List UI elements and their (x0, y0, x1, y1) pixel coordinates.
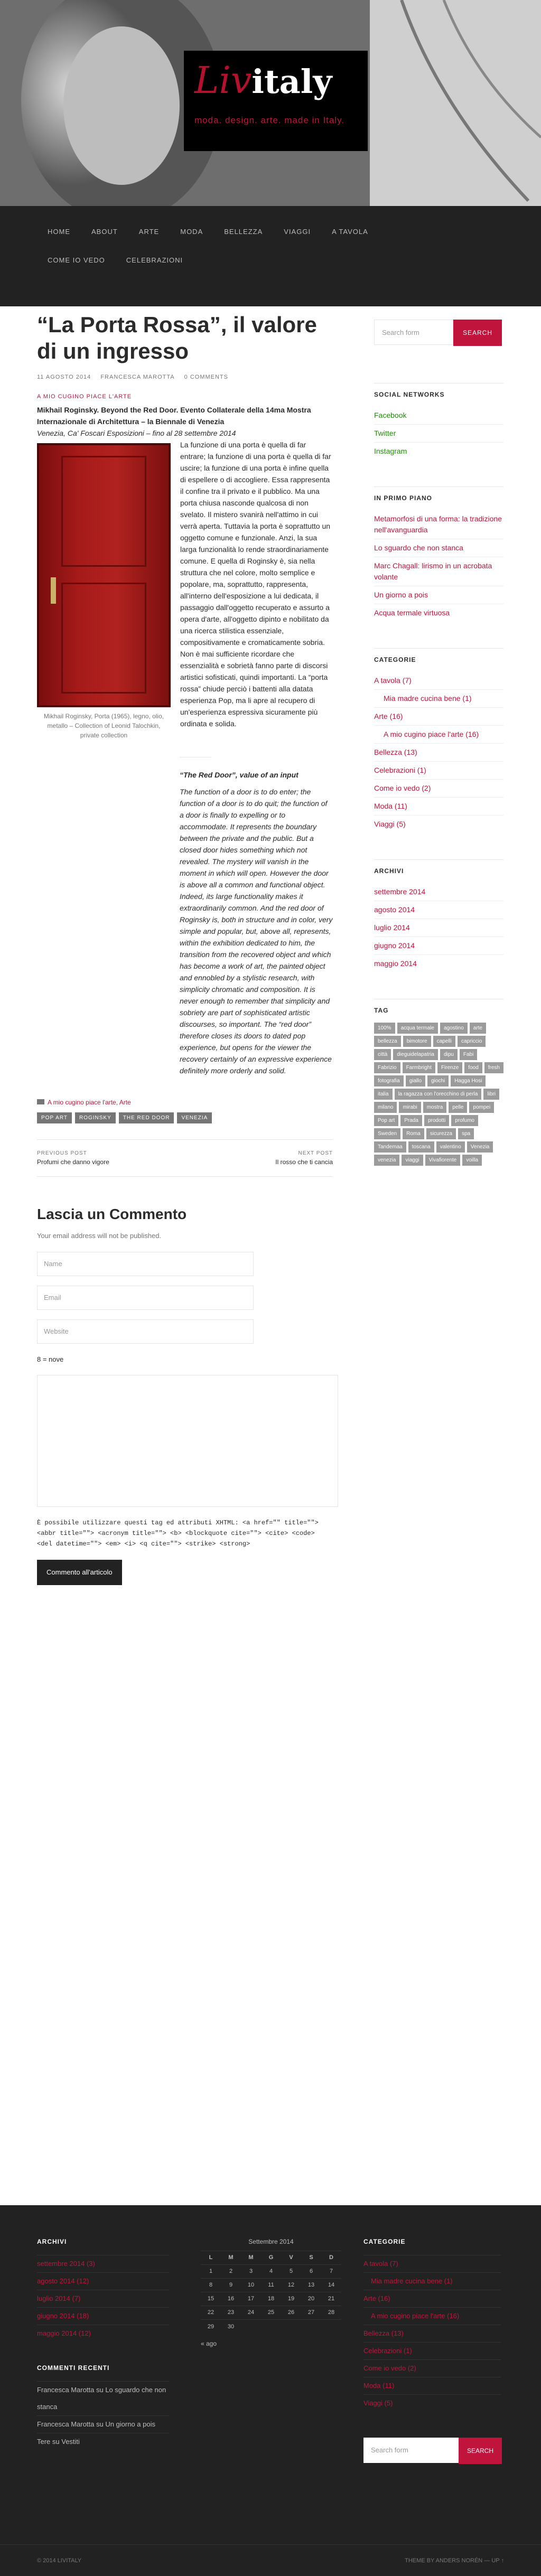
calendar-day: 24 (241, 2306, 261, 2320)
footer-category-link[interactable]: A mio cugino piace l'arte (16) (371, 2312, 460, 2320)
tag-cloud-item[interactable]: giallo (406, 1075, 425, 1086)
calendar-day: 29 (201, 2320, 221, 2334)
recent-comment[interactable]: Francesca Marotta su Lo sguardo che non stanca (37, 2381, 169, 2415)
calendar-day: 7 (321, 2265, 341, 2279)
calendar-day: 30 (221, 2320, 241, 2334)
tag-the-red-door[interactable]: THE RED DOOR (119, 1112, 174, 1123)
tag-pop-art[interactable]: POP ART (37, 1112, 72, 1123)
tag-cloud-item[interactable]: bimotore (403, 1036, 431, 1047)
copyright: © 2014 LIVITALY (37, 2558, 82, 2564)
comment-title: Lascia un Commento (37, 1206, 187, 1222)
sidebar (374, 320, 503, 1197)
logo-liv: Liv (194, 59, 252, 102)
archive-link[interactable]: maggio 2014 (374, 959, 417, 968)
tag-cloud-item[interactable]: toscana (408, 1141, 434, 1153)
category-link[interactable]: Bellezza (13) (374, 748, 417, 756)
tag-cloud-item[interactable]: profumo (451, 1115, 478, 1126)
logo-italy: italy (251, 62, 332, 101)
calendar-day: 17 (241, 2292, 261, 2306)
footer-category-link[interactable]: Arte (16) (363, 2294, 390, 2302)
nav-a-tavola[interactable]: A TAVOLA (332, 228, 368, 236)
calendar-day: 23 (221, 2306, 241, 2320)
header-hero (0, 0, 541, 206)
nav-come-io-vedo[interactable]: COME IO VEDO (48, 256, 105, 264)
footer-category-link[interactable]: Come io vedo (2) (363, 2364, 416, 2372)
tag-cloud-item[interactable]: Venezia (467, 1141, 493, 1153)
footer-category-link[interactable]: Mia madre cucina bene (1) (371, 2277, 453, 2285)
comment-note: Your email address will not be published. (37, 1232, 162, 1240)
primo-link[interactable]: Un giorno a pois (374, 591, 428, 599)
calendar-day: 14 (321, 2279, 341, 2292)
post-date[interactable]: 11 AGOSTO 2014 (37, 374, 91, 380)
tag-cloud-item[interactable]: prodotti (424, 1115, 449, 1126)
footer-category-link[interactable]: Viaggi (5) (363, 2399, 393, 2407)
prev-post-link[interactable]: Profumi che danno vigore (37, 1158, 109, 1166)
category-link[interactable]: Come io vedo (2) (374, 784, 431, 792)
calendar-day: 3 (241, 2265, 261, 2279)
recent-comment[interactable]: Tere su Vestiti (37, 2433, 169, 2450)
tag-cloud-item[interactable]: milano (374, 1102, 397, 1113)
nav-celebrazioni[interactable]: CELEBRAZIONI (126, 256, 183, 264)
archives-list (374, 883, 503, 972)
tag-cloud-item[interactable]: Hagga Hosi (451, 1075, 486, 1086)
nav-bellezza[interactable]: BELLEZZA (224, 228, 263, 236)
social-list (374, 407, 503, 460)
footer-recent-title: COMMENTI RECENTI (37, 2364, 110, 2372)
website-field[interactable]: Website (37, 1319, 254, 1344)
translation-text: The function of a door is to do enter; the function of a door is to do quit; the function of a door is finally to expelling or to accommodate. It represents the boundary between the private and the public. But a closed door hides something which not revealed. The mystery will vanish in the moment in which will open. However the door is above all a common and functional object. Indeed, its large functionality makes it extraordinarily common. And the red door of Roginsky is, both in structure and in color, very simple and popular, but, above all, represents, within the exhibition dedicated to him, the transition from the recovered object and which has become a work of art, the painted object and ennobled by a stylistic research, with simplicity chromatic and composition. It is never enough to remember that simplicity and sobriety are part of sophisticated artistic discourses, so important. The “red door” therefore closes its doors to dated pop experience, but opens for the viewer the recovery certainly of an expressive experience definitely more orderly and solid. (180, 788, 333, 1075)
archives-title: ARCHIVI (374, 859, 503, 876)
tag-cloud-item[interactable]: acqua termale (397, 1023, 438, 1034)
main-content (37, 306, 333, 1585)
social-title: SOCIAL NETWORKS (374, 383, 503, 399)
tag-cloud-item[interactable]: Farmbright (403, 1062, 435, 1073)
sidebar-search (374, 320, 503, 346)
calendar-day (301, 2320, 321, 2334)
footer-search (363, 2438, 502, 2464)
calendar-day: 21 (321, 2292, 341, 2306)
tag-cloud-item[interactable]: la ragazza con l'orecchino di perla (395, 1089, 482, 1100)
footer-category-link[interactable]: Celebrazioni (1) (363, 2347, 412, 2355)
post-tags (37, 1112, 333, 1123)
calendar-weekday: M (221, 2251, 241, 2265)
twitter-link[interactable]: Twitter (374, 429, 396, 437)
english-translation (180, 757, 333, 1076)
footer-archive-link[interactable]: luglio 2014 (7) (37, 2294, 81, 2302)
primo-link[interactable]: Marc Chagall: lirismo in un acrobata volante (374, 561, 492, 581)
categories-list (374, 672, 503, 833)
tag-roginsky[interactable]: ROGINSKY (75, 1112, 116, 1123)
main-nav (0, 206, 541, 306)
tag-cloud-item[interactable]: valentino (436, 1141, 465, 1153)
footer-archives-title: ARCHIVI (37, 2238, 67, 2245)
archive-link[interactable]: settembre 2014 (374, 887, 426, 896)
archive-link[interactable]: giugno 2014 (374, 941, 415, 950)
calendar-day (281, 2320, 301, 2334)
tag-cloud-item[interactable]: città (374, 1049, 391, 1060)
tag-cloud (374, 1023, 503, 1166)
tag-cloud-item[interactable]: Roma (403, 1128, 424, 1139)
tag-cloud-item[interactable]: spa (458, 1128, 474, 1139)
allowed-tags: È possibile utilizzare questi tag ed attributi XHTML: <a href="" title=""> <abbr title=""> <acronym title=""> <b> <blockquote cite=""> <cite> <code> <del datetime=""> <em> <i> <q cite=""> <strike> <strong> (37, 1519, 319, 1548)
post-footer-categories (37, 1098, 333, 1107)
archive-link[interactable]: luglio 2014 (374, 923, 410, 932)
nav-moda[interactable]: MODA (180, 228, 203, 236)
calendar-day: 11 (261, 2279, 281, 2292)
calendar-weekday: S (301, 2251, 321, 2265)
tag-cloud-item[interactable]: voilla (462, 1155, 482, 1166)
tag-cloud-item[interactable]: capriccio (458, 1036, 486, 1047)
figure-caption: Mikhail Roginsky, Porta (1965), legno, olio, metallo – Collection of Leonid Talochkin, private collection (43, 713, 164, 739)
search-button[interactable]: SEARCH (453, 320, 502, 346)
submit-comment-button[interactable]: Commento all'articolo (37, 1560, 122, 1585)
tag-cloud-item[interactable]: mostra (423, 1102, 447, 1113)
calendar-day: 25 (261, 2306, 281, 2320)
post-meta (37, 373, 333, 382)
tag-cloud-item[interactable]: dipu (440, 1049, 458, 1060)
post-comments-link[interactable]: 0 COMMENTS (184, 374, 228, 380)
calendar-day: 9 (221, 2279, 241, 2292)
calendar-table (201, 2237, 341, 2334)
calendar-day (261, 2320, 281, 2334)
tag-cloud-item[interactable]: Prada (400, 1115, 422, 1126)
footer-category-link[interactable]: Bellezza (13) (363, 2329, 404, 2337)
lead-place: Venezia, Ca' Foscari Esposizioni – fino al 28 settembre 2014 (37, 429, 236, 437)
category-link[interactable]: A tavola (7) (374, 676, 412, 685)
next-label: NEXT POST (298, 1150, 333, 1156)
calendar-weekday: D (321, 2251, 341, 2265)
footer-calendar (201, 2237, 341, 2348)
calendar-day: 13 (301, 2279, 321, 2292)
tag-cloud-item[interactable]: dieguidelapatria (393, 1049, 438, 1060)
tag-venezia[interactable]: VENEZIA (177, 1112, 212, 1123)
facebook-link[interactable]: Facebook (374, 411, 407, 419)
tag-cloud-item[interactable]: pompei (469, 1102, 494, 1113)
calendar-day: 15 (201, 2292, 221, 2306)
tag-cloud-item[interactable]: mirabi (399, 1102, 421, 1113)
tag-cloud-item[interactable]: libri (483, 1089, 499, 1100)
calendar-weekday: L (201, 2251, 221, 2265)
tag-cloud-item[interactable]: viaggi (402, 1155, 423, 1166)
tag-cloud-item[interactable]: Vivafiorente (425, 1155, 461, 1166)
nav-home[interactable]: HOME (48, 228, 70, 236)
footer-category-links[interactable]: A mio cugino piace l'arte, Arte (48, 1099, 131, 1106)
footer-categories-title: CATEGORIE (363, 2238, 406, 2245)
footer-archive-link[interactable]: maggio 2014 (12) (37, 2329, 91, 2337)
calendar-day: 26 (281, 2306, 301, 2320)
calendar-day (321, 2320, 341, 2334)
instagram-link[interactable]: Instagram (374, 447, 407, 455)
footer-search-input[interactable]: Search form (363, 2438, 459, 2463)
prev-label: PREVIOUS POST (37, 1150, 87, 1156)
post-paragraph-it: La funzione di una porta è quella di far entrare; la funzione di una porta è quella di far uscire; la funzione di una porta è infine quella di espellere o di accogliere. Essa rappresenta il confine tra il privato e il pubblico. Ma una porta chiusa nasconde qualcosa di non svelato. Il mistero svanirà nell'attimo in cui verrà aperta. Tuttavia la porta è soprattutto un oggetto comune e funzionale. Anzi, la sua larga funzionalità lo rende straordinariamente comune. E quella di Roginsky è, sia nella struttura che nel colore, molto semplice e popolare, ma, soprattutto, rappresenta, all'interno dell'esposizione a lui dedicata, il passaggio dall'oggetto recuperato e assurto a opera d'arte, all'oggetto dipinto e nobilitato da una ricerca stilistica essenziale, compositivamente e cromaticamente sobria. Non è mai sufficiente ricordare che essenzialità e sobrietà fanno parte di discorsi artistici sofisticati, quindi importanti. La “porta rossa” chiude perciò i battenti alla datata esperienza Pop, ma li apre al recupero di un'esperienza espressiva sicuramente più ordinata e solida. (180, 441, 331, 728)
tag-cloud-item[interactable]: arte (470, 1023, 486, 1034)
footer-categories (363, 2237, 501, 2412)
door-figure (37, 443, 171, 740)
calendar-weekday: M (241, 2251, 261, 2265)
footer (0, 2205, 541, 2576)
tag-cloud-item[interactable]: italia (374, 1089, 393, 1100)
nav-viaggi[interactable]: VIAGGI (284, 228, 311, 236)
site-logo[interactable] (184, 51, 368, 151)
recent-comment[interactable]: Francesca Marotta su Un giorno a pois (37, 2415, 169, 2433)
primo-link[interactable]: Lo sguardo che non stanca (374, 544, 463, 552)
calendar-day: 5 (281, 2265, 301, 2279)
tag-cloud-item[interactable]: capelli (433, 1036, 455, 1047)
post-category[interactable]: A MIO CUGINO PIACE L'ARTE (37, 393, 132, 400)
post-navigation (37, 1139, 333, 1177)
nav-arte[interactable]: ARTE (138, 228, 160, 236)
calendar-caption: Settembre 2014 (248, 2238, 294, 2245)
search-input[interactable]: Search form (374, 320, 453, 345)
tag-cloud-item[interactable]: Tandemaa (374, 1141, 406, 1153)
primo-link[interactable]: Acqua termale virtuosa (374, 608, 450, 617)
calendar-day: 28 (321, 2306, 341, 2320)
footer-archive-link[interactable]: giugno 2014 (18) (37, 2312, 89, 2320)
captcha[interactable]: 8 = nove (37, 1355, 64, 1363)
footer-category-link[interactable]: Moda (11) (363, 2382, 395, 2390)
footer-search-button[interactable]: SEARCH (459, 2438, 502, 2464)
calendar-weekday: G (261, 2251, 281, 2265)
tag-cloud-item[interactable]: Fabi (460, 1049, 477, 1060)
calendar-weekday: V (281, 2251, 301, 2265)
calendar-day: 1 (201, 2265, 221, 2279)
tag-cloud-item[interactable]: Fabrizio (374, 1062, 400, 1073)
tag-cloud-item[interactable]: fresh (484, 1062, 503, 1073)
calendar-day (241, 2320, 261, 2334)
post-lead (37, 404, 333, 439)
post-title: “La Porta Rossa”, il valore di un ingresso (37, 312, 317, 363)
category-link[interactable]: Arte (16) (374, 712, 403, 720)
comment-textarea[interactable] (37, 1375, 338, 1507)
translation-title: “The Red Door”, value of an input (180, 771, 299, 779)
tag-cloud-item[interactable]: sicurezza (426, 1128, 456, 1139)
calendar-day: 8 (201, 2279, 221, 2292)
footer-archive-link[interactable]: settembre 2014 (3) (37, 2260, 95, 2268)
category-link[interactable]: A mio cugino piace l'arte (16) (384, 730, 479, 738)
footer-category-link[interactable]: A tavola (7) (363, 2260, 398, 2268)
post-author[interactable]: FRANCESCA MAROTTA (100, 374, 175, 380)
tag-cloud-item[interactable]: giochi (427, 1075, 449, 1086)
tag-cloud-item[interactable]: pelle (449, 1102, 467, 1113)
category-link[interactable]: Celebrazioni (1) (374, 766, 426, 774)
tag-cloud-item[interactable]: 100% (374, 1023, 395, 1034)
lead-text: Mikhail Roginsky. Beyond the Red Door. Evento Collaterale della 14ma Mostra Internazionale di Architettura – la Biennale di Venezia (37, 406, 311, 426)
category-link[interactable]: Viaggi (5) (374, 820, 406, 828)
calendar-prev[interactable]: « ago (201, 2339, 217, 2347)
calendar-day: 18 (261, 2292, 281, 2306)
tag-cloud-item[interactable]: bellezza (374, 1036, 401, 1047)
tag-title: TAG (374, 999, 503, 1015)
footer-archive-link[interactable]: agosto 2014 (12) (37, 2277, 89, 2285)
footer-archives (37, 2237, 169, 2450)
calendar-day: 10 (241, 2279, 261, 2292)
calendar-day: 16 (221, 2292, 241, 2306)
theme-credit[interactable]: THEME BY ANDERS NORÉN — UP ↑ (405, 2558, 504, 2564)
tag-cloud-item[interactable]: Firenze (437, 1062, 462, 1073)
name-field[interactable]: Name (37, 1252, 254, 1276)
tag-cloud-item[interactable]: Pop art (374, 1115, 398, 1126)
calendar-day: 6 (301, 2265, 321, 2279)
nav-about[interactable]: ABOUT (91, 228, 118, 236)
archive-link[interactable]: agosto 2014 (374, 905, 415, 914)
primo-link[interactable]: Metamorfosi di una forma: la tradizione nell'avanguardia (374, 514, 502, 534)
tag-cloud-item[interactable]: food (464, 1062, 482, 1073)
calendar-day: 27 (301, 2306, 321, 2320)
tag-cloud-item[interactable]: venezia (374, 1155, 399, 1166)
calendar-day: 19 (281, 2292, 301, 2306)
tag-cloud-item[interactable]: agostino (440, 1023, 468, 1034)
calendar-day: 22 (201, 2306, 221, 2320)
email-field[interactable]: Email (37, 1286, 254, 1310)
primo-title: IN PRIMO PIANO (374, 486, 503, 503)
red-door-image[interactable] (37, 443, 171, 707)
category-link[interactable]: Moda (11) (374, 802, 407, 810)
tag-cloud-item[interactable]: fotografia (374, 1075, 404, 1086)
calendar-day: 4 (261, 2265, 281, 2279)
tag-cloud-item[interactable]: Sweden (374, 1128, 400, 1139)
categories-title: CATEGORIE (374, 648, 503, 664)
next-post-link[interactable]: Il rosso che ti cancia (275, 1158, 333, 1166)
primo-list (374, 510, 503, 622)
calendar-day: 20 (301, 2292, 321, 2306)
site-tagline: moda. design. arte. made in Italy. (194, 115, 345, 125)
credits (0, 2544, 541, 2576)
category-link[interactable]: Mia madre cucina bene (1) (384, 694, 472, 702)
folder-icon (37, 1099, 44, 1104)
calendar-day: 12 (281, 2279, 301, 2292)
calendar-day: 2 (221, 2265, 241, 2279)
